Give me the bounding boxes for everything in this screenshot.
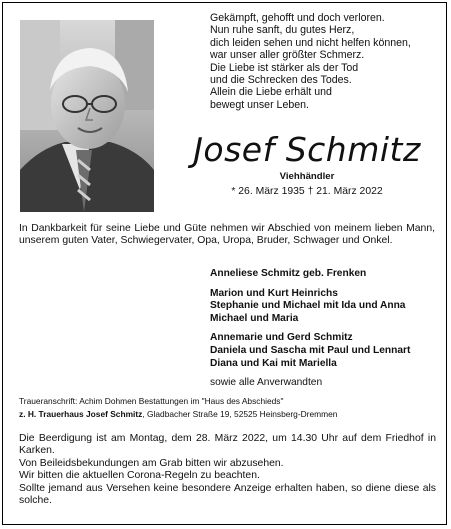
mourner-line: Diana und Kai mit Mariella (210, 357, 337, 369)
note-paragraph: Von Beileidsbekundungen am Grab bitten wir abzusehen. (19, 457, 284, 469)
poem-line: bewegt unser Leben. (210, 98, 309, 111)
mourners-closing: sowie alle Anverwandten (210, 377, 323, 389)
mourning-address (19, 395, 439, 421)
note-paragraph: Wir bitten die aktuellen Corona-Regeln zu beachten. (19, 470, 260, 482)
mourner-line: Anneliese Schmitz geb. Frenken (210, 268, 367, 279)
poem-line: war unser aller größter Schmerz. (210, 49, 365, 62)
mourner-group (210, 332, 442, 370)
life-dates: * 26. März 1935 † 21. März 2022 (231, 186, 383, 197)
mourner-line: Marion und Kurt Heinrichs (210, 287, 338, 299)
deceased-name: Josef Schmitz (193, 130, 421, 169)
note-paragraph: Sollte jemand aus Versehen keine besondere Anzeige erhalten haben, so diene diese als solche. (19, 482, 436, 507)
poem-line: dich leiden sehen und nicht helfen können, (210, 36, 411, 49)
poem-line: und die Schrecken des Todes. (210, 74, 352, 87)
address-street: , Gladbacher Straße 19, 52525 Heinsberg-Dremmen (142, 409, 338, 419)
mourner-group (210, 268, 442, 281)
poem-line: Die Liebe ist stärker als der Tod (210, 61, 359, 74)
mourner-group (210, 288, 442, 326)
address-line (19, 408, 439, 421)
mourner-line: Michael und Maria (210, 312, 299, 324)
farewell-text: In Dankbarkeit für seine Liebe und Güte nehmen wir Abschied von meinem lieben Mann, unserem guten Vater, Schwiegervater, Opa, Uropa, Bruder, Schwager und Onkel. (19, 223, 435, 247)
address-recipient: z. H. Trauerhaus Josef Schmitz (19, 409, 143, 419)
mourners-list (210, 268, 442, 390)
note-paragraph: Die Beerdigung ist am Montag, dem 28. März 2022, um 14.30 Uhr auf dem Friedhof in Karken. (19, 433, 436, 457)
address-line: Traueranschrift: Achim Dohmen Bestattungen im "Haus des Abschieds" (19, 396, 284, 406)
poem-line: Gekämpft, gehofft und doch verloren. (210, 12, 385, 24)
deceased-profession: Viehhändler (279, 171, 335, 182)
mourner-line: Stephanie und Michael mit Ida und Anna (210, 300, 406, 312)
mourner-line: Daniela und Sascha mit Paul und Lennart (210, 344, 411, 356)
mourner-line: Annemarie und Gerd Schmitz (210, 332, 353, 344)
poem-line: Allein die Liebe erhält und (210, 86, 332, 99)
poem-line: Nun ruhe sanft, du gutes Herz, (210, 24, 355, 37)
portrait-illustration (20, 20, 154, 212)
funeral-notes (19, 433, 436, 507)
portrait-photo (20, 20, 154, 212)
memorial-poem (210, 12, 445, 111)
obituary-notice (2, 2, 447, 525)
